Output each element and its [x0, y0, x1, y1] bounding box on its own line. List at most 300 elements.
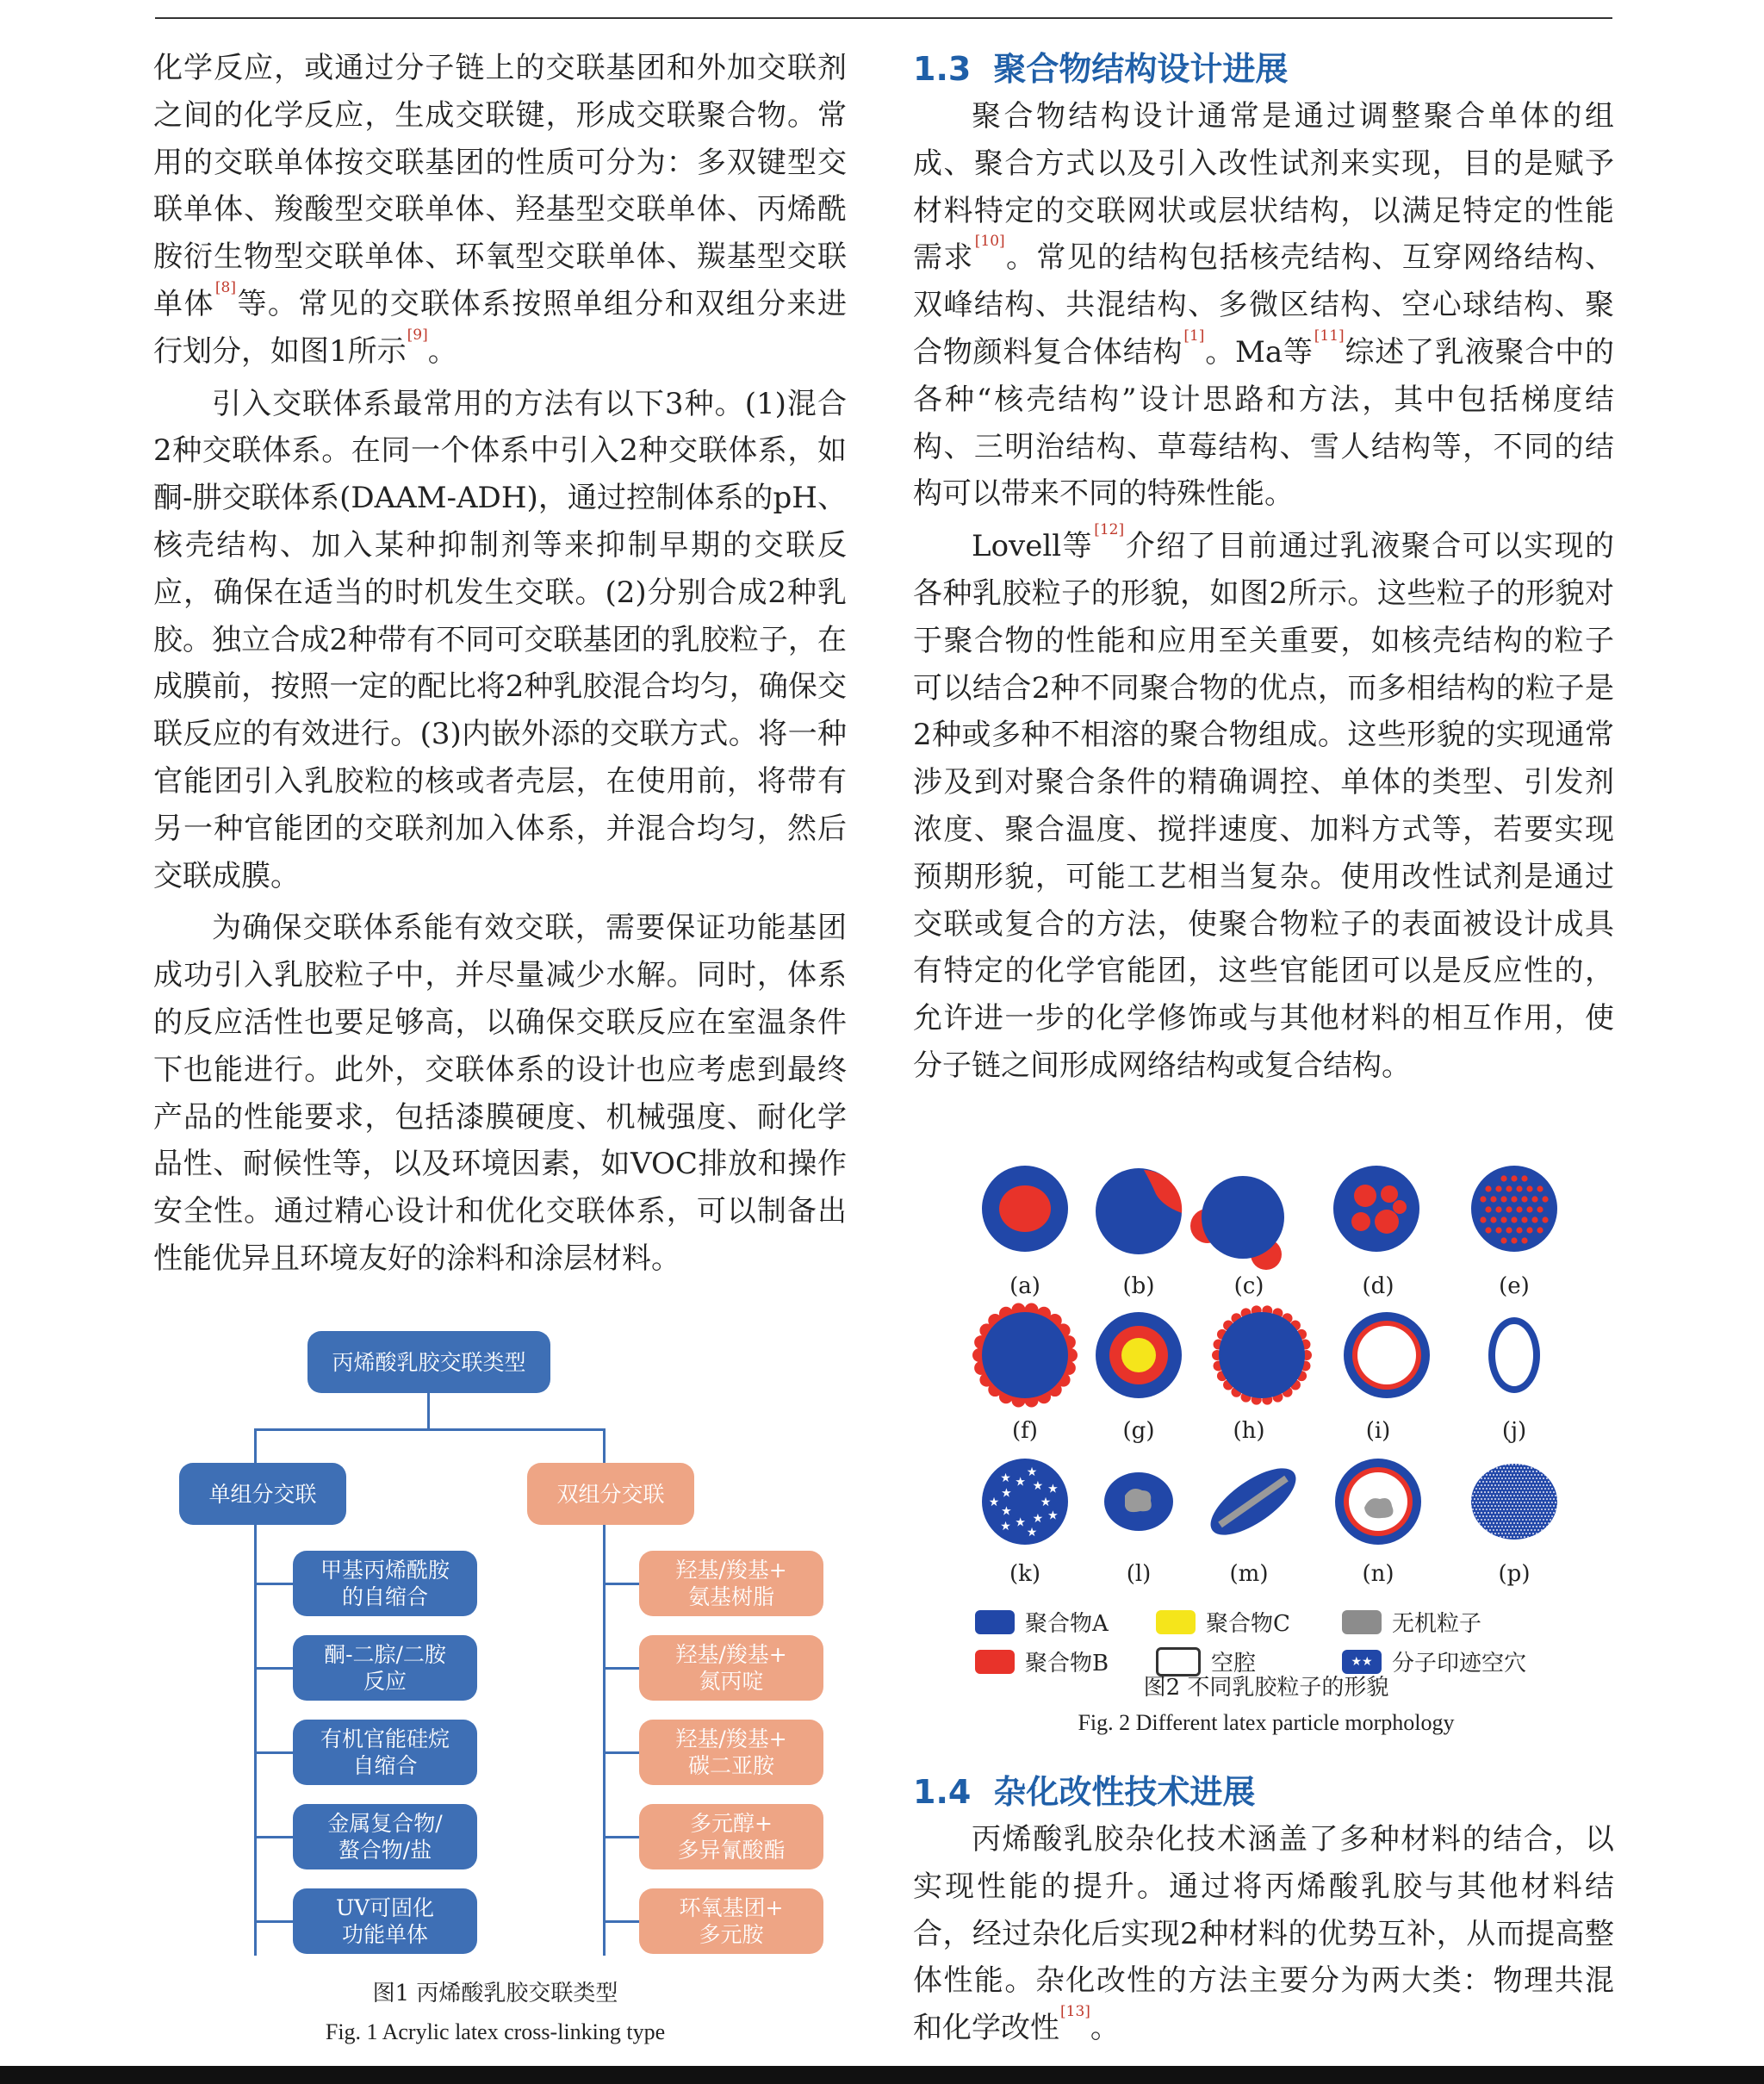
speckle-dot	[1508, 1512, 1510, 1514]
speckle-dot	[1558, 1495, 1560, 1496]
text: 等。常见的交联体系按照单组分和双组分来进行划分，如图1所示	[153, 286, 848, 369]
particle-label: (i)	[1365, 1418, 1391, 1444]
particle-m	[1201, 1456, 1307, 1547]
speckle-dot	[1558, 1481, 1560, 1483]
speckle-dot	[1558, 1474, 1560, 1476]
speckle-dot	[1531, 1488, 1532, 1490]
speckle-dot	[1479, 1509, 1481, 1510]
speckle-dot	[1489, 1502, 1491, 1503]
speckle-dot	[1553, 1464, 1555, 1465]
speckle-dot	[1481, 1526, 1482, 1527]
speckle-dot	[1496, 1488, 1498, 1490]
speckle-dot	[1534, 1481, 1536, 1483]
speckle-dot	[1541, 1474, 1543, 1476]
particle-label: (b)	[1122, 1273, 1155, 1299]
polymer-b-dot	[1542, 1196, 1548, 1202]
speckle-dot	[1472, 1502, 1474, 1503]
speckle-dot	[1472, 1495, 1474, 1496]
speckle-dot	[1491, 1512, 1493, 1514]
speckle-dot	[1536, 1464, 1537, 1465]
speckle-dot	[1519, 1512, 1520, 1514]
speckle-dot	[1555, 1488, 1556, 1490]
text: 。Ma等	[1204, 334, 1314, 370]
speckle-dot	[1529, 1505, 1531, 1507]
speckle-dot	[1536, 1477, 1537, 1479]
polymer-b-dot	[1495, 1185, 1501, 1191]
speckle-dot	[1479, 1474, 1481, 1476]
speckle-dot	[1544, 1536, 1546, 1538]
speckle-dot	[1474, 1464, 1475, 1465]
polymer-b-dot	[1485, 1227, 1491, 1233]
speckle-dot	[1515, 1484, 1517, 1486]
speckle-dot	[1488, 1512, 1489, 1514]
imprint-star: ★	[1015, 1515, 1026, 1530]
speckle-dot	[1510, 1515, 1512, 1517]
speckle-dot	[1527, 1488, 1529, 1490]
legend-swatch: ★★	[1342, 1650, 1382, 1674]
imprint-star: ★	[1001, 1486, 1012, 1501]
speckle-dot	[1513, 1502, 1515, 1503]
imprint-star: ★	[1015, 1475, 1026, 1490]
polymer-b-dot	[1516, 1227, 1522, 1233]
speckle-dot	[1488, 1533, 1489, 1534]
speckle-dot	[1506, 1481, 1508, 1483]
speckle-dot	[1548, 1529, 1550, 1531]
speckle-dot	[1475, 1509, 1477, 1510]
speckle-dot	[1503, 1502, 1505, 1503]
speckle-dot	[1488, 1491, 1489, 1493]
speckle-dot	[1555, 1474, 1556, 1476]
speckle-dot	[1493, 1481, 1494, 1483]
speckle-dot	[1525, 1526, 1527, 1527]
speckle-dot	[1524, 1474, 1525, 1476]
speckle-dot	[1475, 1522, 1477, 1524]
speckle-dot	[1556, 1533, 1558, 1534]
speckle-dot	[1508, 1519, 1510, 1521]
speckle-dot	[1493, 1467, 1494, 1469]
speckle-dot	[1475, 1495, 1477, 1496]
speckle-dot	[1546, 1526, 1548, 1527]
speckle-dot	[1529, 1498, 1531, 1500]
speckle-dot	[1517, 1536, 1519, 1538]
connector	[603, 1583, 639, 1585]
polymer-b-dot	[1531, 1196, 1537, 1202]
speckle-dot	[1508, 1484, 1510, 1486]
polymer-b-dot	[1537, 1227, 1543, 1233]
speckle-dot	[1493, 1488, 1494, 1490]
speckle-dot	[1548, 1488, 1550, 1490]
speckle-dot	[1541, 1467, 1543, 1469]
speckle-dot	[1532, 1519, 1534, 1521]
speckle-dot	[1515, 1512, 1517, 1514]
speckle-dot	[1496, 1474, 1498, 1476]
single-item: 有机官能硅烷 自缩合	[293, 1720, 477, 1785]
speckle-dot	[1474, 1491, 1475, 1493]
speckle-dot	[1498, 1477, 1500, 1479]
speckle-dot	[1536, 1491, 1537, 1493]
speckle-dot	[1537, 1515, 1539, 1517]
single-item: UV可固化 功能单体	[293, 1888, 477, 1954]
speckle-dot	[1505, 1484, 1506, 1486]
speckle-dot	[1558, 1522, 1560, 1524]
polymer-b-dot	[1521, 1237, 1527, 1243]
left-paragraph-2: 引入交联体系最常用的方法有以下3种。(1)混合2种交联体系。在同一个体系中引入2种交联体系，如酮-肼交联体系(DAAM-ADH)，通过控制体系的pH、核壳结构、加入某种抑制剂等来抑制早期的交联反应，确保在适当的时机发生交联。(2)分别合成2种乳胶。独立合成2种带有不同可交联基团的乳胶粒子，在成膜前，按照一定的配比将2种乳胶混合均匀，确保交联反应的有效进行。(3)内嵌外添的交联方式。将一种官能团引入乳胶粒的核或者壳层，在使用前，将带有另一种官能团的交联剂加入体系，并混合均匀，然后交联成膜。	[153, 386, 847, 893]
speckle-dot	[1546, 1498, 1548, 1500]
legend-swatch	[1342, 1610, 1382, 1634]
speckle-dot	[1501, 1533, 1503, 1534]
speckle-dot	[1500, 1522, 1501, 1524]
citation[interactable]: [9]	[407, 326, 428, 344]
speckle-dot	[1519, 1505, 1520, 1507]
speckle-dot	[1555, 1481, 1556, 1483]
speckle-dot	[1525, 1491, 1527, 1493]
speckle-dot	[1553, 1477, 1555, 1479]
polymer-b-dot	[1490, 1216, 1496, 1222]
speckle-dot	[1522, 1505, 1524, 1507]
speckle-dot	[1500, 1502, 1501, 1503]
speckle-dot	[1498, 1526, 1500, 1527]
particle-label: (p)	[1498, 1561, 1531, 1587]
speckle-dot	[1519, 1471, 1520, 1472]
speckle-dot	[1503, 1488, 1505, 1490]
speckle-dot	[1501, 1477, 1503, 1479]
speckle-dot	[1539, 1512, 1541, 1514]
speckle-dot	[1524, 1481, 1525, 1483]
speckle-dot	[1496, 1522, 1498, 1524]
speckle-dot	[1506, 1474, 1508, 1476]
speckle-dot	[1470, 1471, 1472, 1472]
speckle-dot	[1520, 1495, 1522, 1496]
fig1-caption-cn: 图1 丙烯酸乳胶交联类型	[372, 1981, 618, 2006]
speckle-dot	[1493, 1474, 1494, 1476]
speckle-dot	[1522, 1512, 1524, 1514]
speckle-dot	[1484, 1484, 1486, 1486]
speckle-dot	[1532, 1498, 1534, 1500]
speckle-dot	[1551, 1474, 1553, 1476]
speckle-dot	[1493, 1509, 1494, 1510]
speckle-dot	[1525, 1471, 1527, 1472]
polymer-b-dot	[1526, 1206, 1532, 1212]
speckle-dot	[1481, 1505, 1482, 1507]
speckle-dot	[1505, 1519, 1506, 1521]
speckle-dot	[1506, 1488, 1508, 1490]
speckle-dot	[1541, 1502, 1543, 1503]
right-paragraph-3	[913, 1816, 1614, 2052]
speckle-dot	[1531, 1522, 1532, 1524]
speckle-dot	[1491, 1505, 1493, 1507]
speckle-dot	[1488, 1464, 1489, 1465]
speckle-dot	[1546, 1519, 1548, 1521]
speckle-dot	[1477, 1491, 1479, 1493]
speckle-dot	[1531, 1502, 1532, 1503]
polymer-b-dot	[1531, 1216, 1537, 1222]
speckle-dot	[1551, 1522, 1553, 1524]
speckle-dot	[1500, 1488, 1501, 1490]
speckle-dot	[1475, 1488, 1477, 1490]
speckle-dot	[1505, 1498, 1506, 1500]
speckle-dot	[1517, 1515, 1519, 1517]
speckle-dot	[1522, 1533, 1524, 1534]
speckle-dot	[1498, 1505, 1500, 1507]
double-item: 羟基/羧基+ 碳二亚胺	[639, 1720, 823, 1785]
speckle-dot	[1515, 1471, 1517, 1472]
speckle-dot	[1532, 1464, 1534, 1465]
speckle-dot	[1529, 1533, 1531, 1534]
section-title: 杂化改性技术进展	[993, 1773, 1256, 1811]
speckle-dot	[1505, 1526, 1506, 1527]
speckle-dot	[1512, 1512, 1513, 1514]
speckle-dot	[1536, 1484, 1537, 1486]
speckle-dot	[1479, 1515, 1481, 1517]
speckle-dot	[1556, 1519, 1558, 1521]
speckle-dot	[1525, 1464, 1527, 1465]
speckle-dot	[1501, 1491, 1503, 1493]
speckle-dot	[1488, 1477, 1489, 1479]
particle-j	[1488, 1317, 1540, 1393]
speckle-dot	[1519, 1498, 1520, 1500]
citation[interactable]: [8]	[214, 278, 236, 296]
speckle-dot	[1558, 1529, 1560, 1531]
speckle-dot	[1496, 1481, 1498, 1483]
single-item: 甲基丙烯酰胺 的自缩合	[293, 1551, 477, 1616]
speckle-dot	[1486, 1467, 1488, 1469]
text: 。常见的结构包括核壳结构、互穿网络结构、双峰结构、共混结构、多微区结构、空心球结构、聚合物颜料复合体结构	[913, 240, 1615, 370]
speckle-dot	[1512, 1484, 1513, 1486]
speckle-dot	[1551, 1488, 1553, 1490]
citation[interactable]: [11]	[1314, 327, 1345, 345]
particle-a	[982, 1166, 1068, 1252]
speckle-dot	[1498, 1464, 1500, 1465]
particle-l	[1104, 1472, 1173, 1531]
speckle-dot	[1527, 1481, 1529, 1483]
single-item: 金属复合物/ 螯合物/盐	[293, 1804, 477, 1869]
speckle-dot	[1532, 1477, 1534, 1479]
speckle-dot	[1472, 1481, 1474, 1483]
polymer-b-dot	[1526, 1227, 1532, 1233]
speckle-dot	[1486, 1481, 1488, 1483]
particle-label: (e)	[1499, 1273, 1530, 1299]
speckle-dot	[1515, 1491, 1517, 1493]
section-title: 聚合物结构设计进展	[993, 50, 1289, 88]
speckle-dot	[1551, 1481, 1553, 1483]
speckle-dot	[1539, 1477, 1541, 1479]
text: Lovell等	[972, 529, 1094, 564]
speckle-dot	[1513, 1495, 1515, 1496]
speckle-dot	[1537, 1467, 1539, 1469]
speckle-dot	[1556, 1491, 1558, 1493]
speckle-dot	[1556, 1505, 1558, 1507]
left-paragraph-1	[153, 45, 847, 376]
particle-p	[1470, 1464, 1560, 1540]
speckle-dot	[1481, 1484, 1482, 1486]
speckle-dot	[1531, 1509, 1532, 1510]
speckle-dot	[1479, 1495, 1481, 1496]
left-paragraph-3: 为确保交联体系能有效交联，需要保证功能基团成功引入乳胶粒子中，并尽量减少水解。同时，体系的反应活性也要足够高，以确保交联反应在室温条件下也能进行。此外，交联体系的设计也应考虑到最终产品的性能要求，包括漆膜硬度、机械强度、耐化学品性、耐候性等，以及环境因素，如VOC排放和操作安全性。通过精心设计和优化交联体系，可以制备出性能优异且环境友好的涂料和涂层材料。	[153, 911, 847, 1276]
speckle-dot	[1484, 1533, 1486, 1534]
speckle-dot	[1500, 1536, 1501, 1538]
legend-label: 无机粒子	[1392, 1611, 1482, 1637]
speckle-dot	[1520, 1502, 1522, 1503]
speckle-dot	[1488, 1498, 1489, 1500]
speckle-dot	[1489, 1467, 1491, 1469]
speckle-dot	[1553, 1484, 1555, 1486]
speckle-dot	[1479, 1522, 1481, 1524]
citation[interactable]: [12]	[1094, 521, 1125, 539]
connector	[254, 1920, 293, 1923]
speckle-dot	[1555, 1509, 1556, 1510]
speckle-dot	[1524, 1515, 1525, 1517]
speckle-dot	[1525, 1477, 1527, 1479]
speckle-dot	[1477, 1512, 1479, 1514]
speckle-dot	[1534, 1488, 1536, 1490]
speckle-dot	[1556, 1484, 1558, 1486]
citation[interactable]: [10]	[974, 233, 1005, 251]
connector	[254, 1583, 293, 1585]
speckle-dot	[1531, 1474, 1532, 1476]
particle-label: (l)	[1126, 1561, 1152, 1587]
speckle-dot	[1496, 1509, 1498, 1510]
speckle-dot	[1550, 1498, 1551, 1500]
speckle-dot	[1520, 1488, 1522, 1490]
imprint-star: ★	[1047, 1509, 1059, 1523]
speckle-dot	[1493, 1495, 1494, 1496]
speckle-dot	[1477, 1484, 1479, 1486]
speckle-dot	[1527, 1522, 1529, 1524]
polymer-b-dot	[1495, 1227, 1501, 1233]
speckle-dot	[1486, 1536, 1488, 1538]
speckle-dot	[1541, 1522, 1543, 1524]
speckle-dot	[1543, 1519, 1544, 1521]
speckle-dot	[1524, 1509, 1525, 1510]
speckle-dot	[1555, 1495, 1556, 1496]
speckle-dot	[1505, 1464, 1506, 1465]
polymer-b-dot	[1526, 1185, 1532, 1191]
speckle-dot	[1493, 1502, 1494, 1503]
speckle-dot	[1541, 1529, 1543, 1531]
speckle-dot	[1527, 1515, 1529, 1517]
speckle-dot	[1482, 1488, 1484, 1490]
bottom-bar	[0, 2066, 1764, 2084]
speckle-dot	[1548, 1515, 1550, 1517]
speckle-dot	[1550, 1505, 1551, 1507]
speckle-dot	[1472, 1515, 1474, 1517]
speckle-dot	[1548, 1467, 1550, 1469]
speckle-dot	[1486, 1529, 1488, 1531]
speckle-dot	[1534, 1474, 1536, 1476]
polymer-b-dot	[1511, 1237, 1517, 1243]
speckle-dot	[1496, 1467, 1498, 1469]
speckle-dot	[1550, 1464, 1551, 1465]
speckle-dot	[1508, 1526, 1510, 1527]
speckle-dot	[1484, 1464, 1486, 1465]
speckle-dot	[1482, 1502, 1484, 1503]
speckle-dot	[1546, 1464, 1548, 1465]
polymer-b-dot	[1500, 1237, 1506, 1243]
speckle-dot	[1491, 1491, 1493, 1493]
speckle-dot	[1553, 1512, 1555, 1514]
speckle-dot	[1475, 1481, 1477, 1483]
polymer-b-dot	[1521, 1175, 1527, 1181]
speckle-dot	[1475, 1536, 1477, 1538]
speckle-dot	[1503, 1495, 1505, 1496]
speckle-dot	[1551, 1467, 1553, 1469]
speckle-dot	[1489, 1488, 1491, 1490]
speckle-dot	[1558, 1536, 1560, 1538]
speckle-dot	[1556, 1526, 1558, 1527]
speckle-dot	[1512, 1464, 1513, 1465]
speckle-dot	[1513, 1474, 1515, 1476]
citation[interactable]: [1]	[1183, 327, 1205, 345]
speckle-dot	[1484, 1526, 1486, 1527]
speckle-dot	[1500, 1515, 1501, 1517]
speckle-dot	[1513, 1467, 1515, 1469]
connector	[427, 1393, 430, 1430]
legend-label: 分子印迹空穴	[1392, 1651, 1527, 1677]
particle-b	[1096, 1168, 1182, 1254]
speckle-dot	[1512, 1471, 1513, 1472]
speckle-dot	[1486, 1474, 1488, 1476]
speckle-dot	[1543, 1471, 1544, 1472]
speckle-dot	[1500, 1467, 1501, 1469]
speckle-dot	[1543, 1526, 1544, 1527]
speckle-dot	[1496, 1515, 1498, 1517]
speckle-dot	[1543, 1491, 1544, 1493]
speckle-dot	[1491, 1471, 1493, 1472]
speckle-dot	[1558, 1488, 1560, 1490]
speckle-dot	[1544, 1481, 1546, 1483]
speckle-dot	[1531, 1515, 1532, 1517]
speckle-dot	[1482, 1495, 1484, 1496]
speckle-dot	[1544, 1474, 1546, 1476]
speckle-dot	[1474, 1519, 1475, 1521]
speckle-dot	[1519, 1519, 1520, 1521]
speckle-dot	[1534, 1522, 1536, 1524]
imprint-star: ★	[1000, 1520, 1011, 1534]
speckle-dot	[1543, 1477, 1544, 1479]
speckle-dot	[1474, 1526, 1475, 1527]
speckle-dot	[1472, 1536, 1474, 1538]
speckle-dot	[1519, 1477, 1520, 1479]
particle-c	[1190, 1176, 1284, 1270]
speckle-dot	[1501, 1505, 1503, 1507]
speckle-dot	[1532, 1471, 1534, 1472]
speckle-dot	[1553, 1519, 1555, 1521]
citation[interactable]: [13]	[1060, 2003, 1090, 2021]
speckle-dot	[1486, 1522, 1488, 1524]
speckle-dot	[1517, 1529, 1519, 1531]
speckle-dot	[1543, 1498, 1544, 1500]
speckle-dot	[1510, 1536, 1512, 1538]
speckle-dot	[1500, 1509, 1501, 1510]
speckle-dot	[1479, 1502, 1481, 1503]
imprint-star: ★	[1032, 1511, 1044, 1526]
speckle-dot	[1501, 1526, 1503, 1527]
speckle-dot	[1512, 1526, 1513, 1527]
speckle-dot	[1524, 1495, 1525, 1496]
speckle-dot	[1527, 1509, 1529, 1510]
speckle-dot	[1539, 1505, 1541, 1507]
speckle-dot	[1486, 1515, 1488, 1517]
speckle-dot	[1470, 1512, 1472, 1514]
speckle-dot	[1472, 1467, 1474, 1469]
speckle-dot	[1539, 1484, 1541, 1486]
speckle-dot	[1550, 1519, 1551, 1521]
speckle-dot	[1541, 1488, 1543, 1490]
speckle-dot	[1510, 1467, 1512, 1469]
speckle-dot	[1513, 1488, 1515, 1490]
speckle-dot	[1486, 1502, 1488, 1503]
speckle-dot	[1488, 1526, 1489, 1527]
